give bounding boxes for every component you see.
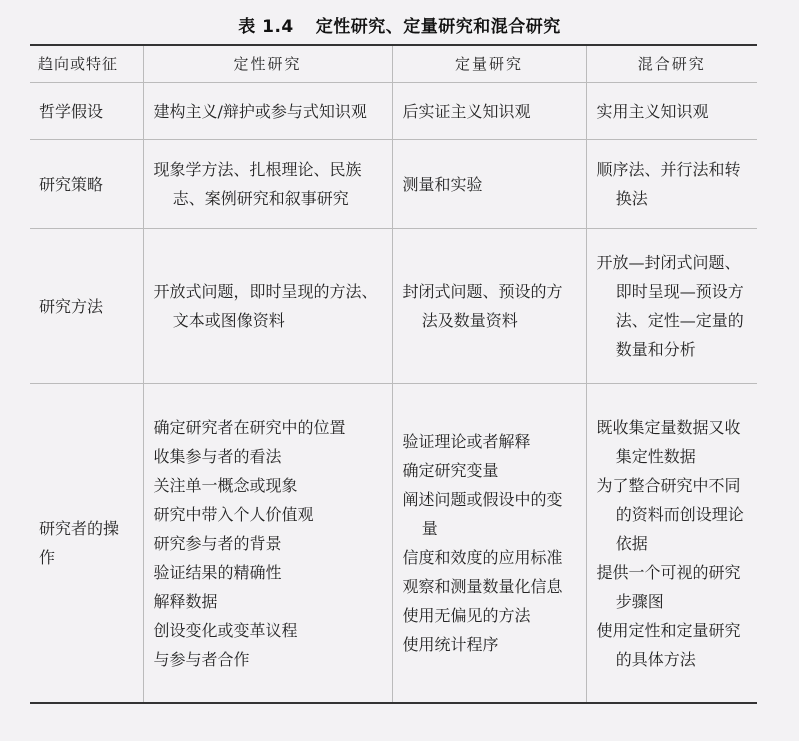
- cell-text: 建构主义/辩护或参与式知识观: [153, 101, 367, 121]
- list-item: 使用无偏见的方法: [402, 606, 531, 625]
- list-item: 使用统计程序: [402, 635, 499, 654]
- table-number: 表 1.4: [238, 17, 294, 37]
- table-row: [30, 140, 757, 229]
- cell-qualitative: [143, 384, 392, 704]
- list-item: 关注单一概念或现象: [153, 475, 298, 495]
- list-item: 确定研究者在研究中的位置: [153, 417, 346, 437]
- cell-quantitative: [392, 229, 586, 384]
- list-mixed: [597, 413, 748, 674]
- list-item: 解释数据: [153, 591, 218, 611]
- cell-text: 开放式问题，即时呈现的方法、文本或图像资料: [153, 282, 378, 330]
- list-item: 为了整合研究中不同的资料而创设理论依据: [596, 475, 744, 553]
- list-qualitative: [154, 413, 382, 674]
- cell-qualitative: [143, 83, 392, 140]
- cell-text: 后实证主义知识观: [402, 101, 531, 121]
- cell-mixed: [586, 229, 757, 384]
- header-quantitative: 定量研究: [392, 45, 586, 83]
- list-item: 确定研究变量: [402, 461, 499, 480]
- list-item: 验证理论或者解释: [402, 432, 531, 451]
- row-label: 研究方法: [30, 229, 143, 384]
- comparison-table: [30, 44, 757, 704]
- cell-text: 实用主义知识观: [596, 101, 709, 121]
- table-title: 定性研究、定量研究和混合研究: [315, 17, 561, 37]
- list-item: 研究参与者的背景: [153, 533, 282, 553]
- list-item: 提供一个可视的研究步骤图: [596, 562, 741, 611]
- header-feature: 趋向或特征: [30, 45, 143, 83]
- list-item: 创设变化或变革议程: [153, 620, 298, 640]
- table-header-row: [30, 45, 757, 83]
- cell-mixed: [586, 140, 757, 229]
- list-item: 阐述问题或假设中的变量: [402, 490, 563, 538]
- list-item: 信度和效度的应用标准: [402, 548, 563, 567]
- row-label: 研究策略: [30, 140, 143, 229]
- cell-quantitative: [392, 140, 586, 229]
- list-item: 与参与者合作: [153, 649, 250, 669]
- table-row: [30, 229, 757, 384]
- list-item: 观察和测量数量化信息: [402, 577, 563, 596]
- table-caption: [0, 12, 799, 37]
- list-item: 研究中带入个人价值观: [153, 504, 314, 524]
- table-row: [30, 83, 757, 140]
- list-quantitative: [403, 427, 576, 659]
- cell-quantitative: [392, 83, 586, 140]
- cell-mixed: [586, 83, 757, 140]
- cell-qualitative: [143, 140, 392, 229]
- cell-text: 现象学方法、扎根理论、民族志、案例研究和叙事研究: [153, 160, 362, 208]
- list-item: 既收集定量数据又收集定性数据: [596, 417, 741, 466]
- header-qualitative: 定性研究: [143, 45, 392, 83]
- cell-text: 开放—封闭式问题、即时呈现—预设方法、定性—定量的数量和分析: [596, 253, 744, 359]
- cell-quantitative: [392, 384, 586, 704]
- table-row: [30, 384, 757, 704]
- header-mixed: 混合研究: [586, 45, 757, 83]
- list-item: 使用定性和定量研究的具体方法: [596, 620, 741, 669]
- list-item: 收集参与者的看法: [153, 446, 282, 466]
- cell-text: 封闭式问题、预设的方法及数量资料: [402, 282, 563, 330]
- list-item: 验证结果的精确性: [153, 562, 282, 582]
- row-label: 哲学假设: [30, 83, 143, 140]
- row-label: 研究者的操作: [30, 384, 143, 704]
- cell-mixed: [586, 384, 757, 704]
- cell-text: 顺序法、并行法和转换法: [596, 160, 741, 208]
- cell-qualitative: [143, 229, 392, 384]
- cell-text: 测量和实验: [402, 174, 483, 194]
